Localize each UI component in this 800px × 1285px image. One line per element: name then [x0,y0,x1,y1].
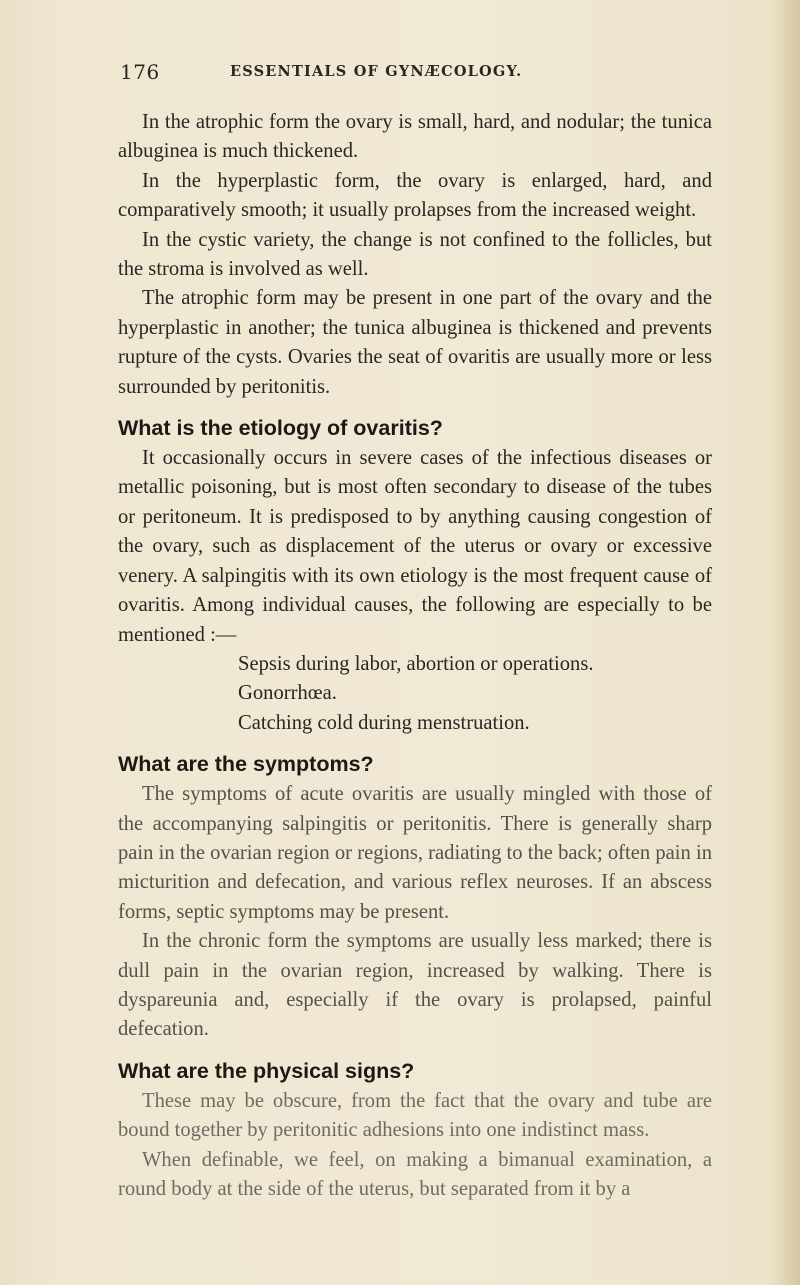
page-number: 176 [120,60,160,84]
book-title: ESSENTIALS OF GYNÆCOLOGY. [230,63,523,80]
paragraph-chronic-symptoms: In the chronic form the symptoms are usually less marked; there is dull pain in the ovarian region, increased by walking. There is dyspareunia and, especially if the ovary is prolapsed, painful defecation. [118,930,712,1041]
paragraph-etiology: It occasionally occurs in severe cases of the infectious diseases or metallic poisoning, but is most often secondary to disease of the tubes or peritoneum. It is predisposed to by anything causing congestion of the ovary, such as displacement of the uterus or ovary or excessive venery. A salpingitis with its own etiology is the most frequent cause of ovaritis. Among individual causes, the following are especially to be mentioned :— [118,447,712,646]
paragraph-atrophic-form: In the atrophic form the ovary is small, hard, and nodular; the tunica albuginea is much thickened. [118,111,712,163]
heading-etiology: What is the etiology of ovaritis? [118,416,443,441]
paragraph-cystic-variety: In the cystic variety, the change is not confined to the follicles, but the stroma is involved as well. [118,228,712,281]
page-edge-shadow [770,0,800,1285]
paragraph-acute-symptoms: The symptoms of acute ovaritis are usually mingled with those of the accompanying salpingitis or peritonitis. There is generally sharp pain in the ovarian region or regions, radiating to the back; often pain in micturition and defecation, and various reflex neuroses. If an abscess forms, septic symptoms may be present. [118,783,712,923]
running-head [120,60,720,86]
paragraph-obscure-signs: These may be obscure, from the fact that the ovary and tube are bound together by peritonitic adhesions into one indistinct mass. [118,1089,712,1142]
cause-item: Gonorrhœa. [238,682,337,705]
cause-item: Sepsis during labor, abortion or operations. [238,652,594,675]
paragraph-hyperplastic-form: In the hyperplastic form, the ovary is enlarged, hard, and comparatively smooth; it usually prolapses from the increased weight. [118,169,712,222]
paragraph-mixed-form: The atrophic form may be present in one part of the ovary and the hyperplastic in another; the tunica albuginea is thickened and prevents rupture of the cysts. Ovaries the seat of ovaritis are usually more or less surrounded by peritonitis. [118,287,712,398]
heading-physical-signs: What are the physical signs? [118,1058,415,1083]
body-text [118,108,712,1204]
cause-item: Catching cold during menstruation. [238,711,530,734]
paragraph-bimanual-exam: When definable, we feel, on making a bimanual examination, a round body at the side of the uterus, but separated from it by a [118,1148,712,1200]
heading-symptoms: What are the symptoms? [118,752,374,777]
